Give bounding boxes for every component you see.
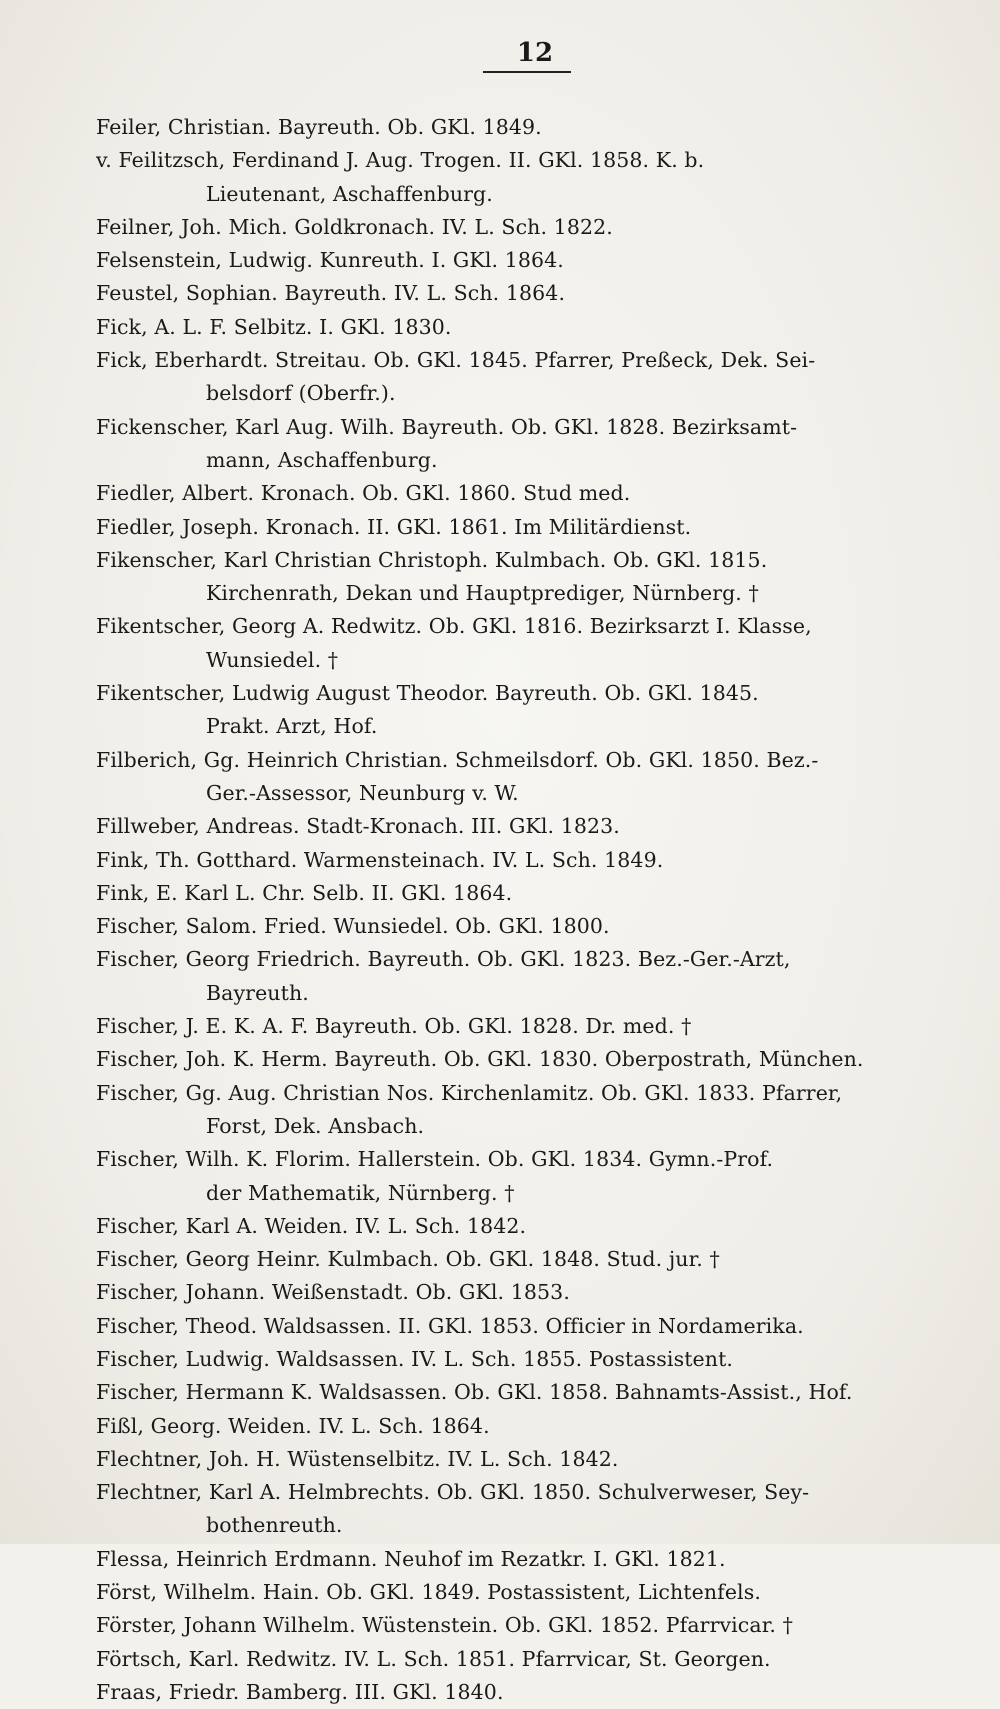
entry-text: Fischer, Johann. Weißenstadt. Ob. GKl. 1853.	[96, 1280, 570, 1305]
entry-line	[96, 1410, 976, 1443]
entry-continuation-line	[96, 444, 976, 477]
entry-text: Flechtner, Karl A. Helmbrechts. Ob. GKl. 1850. Schulverweser, Sey-	[96, 1480, 810, 1505]
entry-line	[96, 1576, 976, 1609]
entry-continuation-line	[96, 1110, 976, 1143]
entry-text: Fischer, Wilh. K. Florim. Hallerstein. Ob. GKl. 1834. Gymn.-Prof.	[96, 1147, 774, 1172]
entry-line	[96, 1343, 976, 1376]
entry-line	[96, 244, 976, 277]
entry-line	[96, 677, 976, 710]
entry-text: Förtsch, Karl. Redwitz. IV. L. Sch. 1851. Pfarrvicar, St. Georgen.	[96, 1646, 771, 1671]
entry-text: Fischer, J. E. K. A. F. Bayreuth. Ob. GKl. 1828. Dr. med. †	[96, 1014, 692, 1039]
entry-text: Felsenstein, Ludwig. Kunreuth. I. GKl. 1864.	[96, 248, 564, 273]
entry-text: Fischer, Hermann K. Waldsassen. Ob. GKl. 1858. Bahnamts-Assist., Hof.	[96, 1380, 853, 1405]
entry-line	[96, 311, 976, 344]
entry-text: Flechtner, Joh. H. Wüstenselbitz. IV. L. Sch. 1842.	[96, 1446, 619, 1471]
entry-line	[96, 610, 976, 643]
entry-line	[96, 1210, 976, 1243]
entry-line	[96, 1243, 976, 1276]
entry-text: Fischer, Georg Heinr. Kulmbach. Ob. GKl. 1848. Stud. jur. †	[96, 1247, 720, 1272]
entry-text: Feiler, Christian. Bayreuth. Ob. GKl. 1849.	[96, 115, 542, 139]
entry-text: Fischer, Ludwig. Waldsassen. IV. L. Sch. 1855. Postassistent.	[96, 1346, 734, 1371]
entry-line	[96, 943, 976, 976]
entry-text: Feustel, Sophian. Bayreuth. IV. L. Sch. 1864.	[96, 281, 566, 306]
entry-text: Ger.-Assessor, Neunburg v. W.	[206, 780, 519, 805]
entry-text: Fick, A. L. F. Selbitz. I. GKl. 1830.	[96, 314, 452, 339]
register-entries	[96, 111, 976, 1709]
entry-line	[96, 544, 976, 577]
entry-text: Fikenscher, Karl Christian Christoph. Kulmbach. Ob. GKl. 1815.	[96, 547, 768, 572]
entry-text: der Mathematik, Nürnberg. †	[206, 1180, 515, 1205]
entry-line	[96, 1010, 976, 1043]
entry-text: Lieutenant, Aschaffenburg.	[206, 181, 493, 206]
entry-line	[96, 1143, 976, 1176]
entry-text: Fischer, Georg Friedrich. Bayreuth. Ob. GKl. 1823. Bez.-Ger.-Arzt,	[96, 947, 791, 972]
entry-line	[96, 111, 976, 144]
entry-text: bothenreuth.	[206, 1513, 343, 1538]
entry-text: Bayreuth.	[206, 980, 309, 1005]
entry-text: Fink, E. Karl L. Chr. Selb. II. GKl. 1864.	[96, 880, 513, 905]
entry-continuation-line	[96, 178, 976, 211]
entry-continuation-line	[96, 777, 976, 810]
entry-line	[96, 277, 976, 310]
entry-line	[96, 1676, 976, 1709]
entry-continuation-line	[96, 1509, 976, 1542]
entry-text: mann, Aschaffenburg.	[206, 447, 438, 472]
entry-line	[96, 1077, 976, 1110]
entry-line	[96, 810, 976, 843]
entry-line	[96, 910, 976, 943]
entry-line	[96, 1476, 976, 1509]
entry-line	[96, 1043, 976, 1076]
entry-continuation-line	[96, 644, 976, 677]
entry-text: Fikentscher, Ludwig August Theodor. Bayreuth. Ob. GKl. 1845.	[96, 681, 759, 706]
entry-line	[96, 344, 976, 377]
entry-text: Forst, Dek. Ansbach.	[206, 1113, 425, 1138]
entry-text: Fischer, Theod. Waldsassen. II. GKl. 1853. Officier in Nordamerika.	[96, 1313, 804, 1338]
page-number-rule	[483, 71, 571, 73]
entry-line	[96, 1376, 976, 1409]
entry-continuation-line	[96, 377, 976, 410]
entry-text: Fiedler, Albert. Kronach. Ob. GKl. 1860. Stud med.	[96, 481, 631, 506]
entry-text: Fischer, Karl A. Weiden. IV. L. Sch. 1842.	[96, 1213, 527, 1238]
entry-text: Kirchenrath, Dekan und Hauptprediger, Nürnberg. †	[206, 581, 759, 606]
entry-text: Fick, Eberhardt. Streitau. Ob. GKl. 1845. Pfarrer, Preßeck, Dek. Sei-	[96, 348, 816, 373]
entry-line	[96, 1543, 976, 1576]
entry-text: Filberich, Gg. Heinrich Christian. Schmeilsdorf. Ob. GKl. 1850. Bez.-	[96, 747, 819, 772]
entry-line	[96, 477, 976, 510]
entry-text: Fißl, Georg. Weiden. IV. L. Sch. 1864.	[96, 1413, 490, 1438]
entry-line	[96, 744, 976, 777]
entry-text: Fischer, Salom. Fried. Wunsiedel. Ob. GKl. 1800.	[96, 914, 610, 939]
entry-line	[96, 411, 976, 444]
entry-text: Wunsiedel. †	[206, 647, 339, 672]
entry-text: Först, Wilhelm. Hain. Ob. GKl. 1849. Postassistent, Lichtenfels.	[96, 1580, 761, 1605]
entry-line	[96, 511, 976, 544]
entry-line	[96, 844, 976, 877]
entry-line	[96, 1276, 976, 1309]
entry-line	[96, 1443, 976, 1476]
entry-line	[96, 1310, 976, 1343]
entry-continuation-line	[96, 710, 976, 743]
entry-text: Förster, Johann Wilhelm. Wüstenstein. Ob. GKl. 1852. Pfarrvicar. †	[96, 1613, 793, 1638]
entry-text: Fischer, Gg. Aug. Christian Nos. Kirchenlamitz. Ob. GKl. 1833. Pfarrer,	[96, 1080, 843, 1105]
entry-text: Prakt. Arzt, Hof.	[206, 714, 378, 739]
entry-line	[96, 1643, 976, 1676]
entry-line	[96, 1609, 976, 1642]
entry-continuation-line	[96, 577, 976, 610]
entry-line	[96, 877, 976, 910]
entry-text: Fischer, Joh. K. Herm. Bayreuth. Ob. GKl. 1830. Oberpostrath, München.	[96, 1047, 864, 1072]
entry-continuation-line	[96, 977, 976, 1010]
entry-text: Flessa, Heinrich Erdmann. Neuhof im Rezatkr. I. GKl. 1821.	[96, 1546, 726, 1571]
page-number: 12	[516, 38, 554, 68]
entry-text: Fink, Th. Gotthard. Warmensteinach. IV. L. Sch. 1849.	[96, 847, 664, 872]
entry-text: Fraas, Friedr. Bamberg. III. GKl. 1840.	[96, 1679, 504, 1704]
entry-line	[96, 144, 976, 177]
entry-text: belsdorf (Oberfr.).	[206, 381, 396, 406]
entry-text: Fickenscher, Karl Aug. Wilh. Bayreuth. Ob. GKl. 1828. Bezirksamt-	[96, 414, 798, 439]
entry-text: Fillweber, Andreas. Stadt-Kronach. III. GKl. 1823.	[96, 814, 620, 839]
entry-text: Feilner, Joh. Mich. Goldkronach. IV. L. Sch. 1822.	[96, 214, 613, 239]
entry-text: v. Feilitzsch, Ferdinand J. Aug. Trogen. II. GKl. 1858. K. b.	[96, 148, 705, 173]
entry-text: Fikentscher, Georg A. Redwitz. Ob. GKl. 1816. Bezirksarzt I. Klasse,	[96, 614, 812, 639]
entry-text: Fiedler, Joseph. Kronach. II. GKl. 1861. Im Militärdienst.	[96, 514, 692, 539]
entry-continuation-line	[96, 1177, 976, 1210]
entry-line	[96, 211, 976, 244]
